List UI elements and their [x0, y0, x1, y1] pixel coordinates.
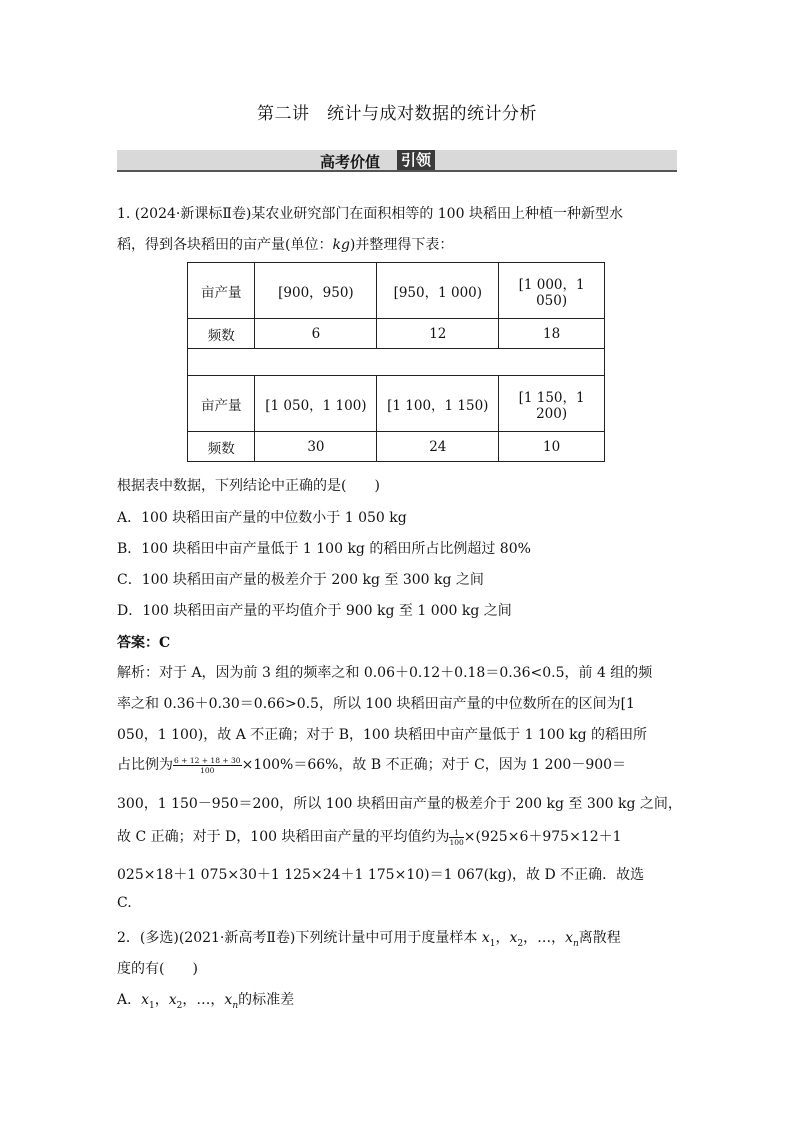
table-cell: 18	[499, 319, 605, 349]
section-banner	[117, 150, 677, 172]
q1-answer: 答案：C	[117, 635, 171, 651]
analysis-line-3: 050，1 100)，故 A 不正确；对于 B，100 块稻田中亩产量低于 1 100 kg 的稻田所	[117, 727, 648, 743]
table-cell-label: 频数	[188, 319, 255, 349]
table-cell: 30	[255, 432, 377, 462]
q2-line1: 2．(多选)(2021·新高考Ⅱ卷)下列统计量中可用于度量样本 $x_1$，$x_2$，…，$x_n$离散程	[117, 930, 621, 949]
table-cell: [1 000，1 050)	[499, 263, 605, 319]
fraction: $\frac{6 + 12 + 18 + 30}{100}$	[174, 755, 241, 775]
table-cell-label: 亩产量	[188, 263, 255, 319]
q1-option-c: C．100 块稻田亩产量的极差介于 200 kg 至 300 kg 之间	[117, 572, 484, 588]
banner-tag: 引领	[397, 150, 435, 170]
table-cell: [1 100，1 150)	[377, 376, 499, 432]
analysis-line-4: 占比例为 $\frac{6 + 12 + 18 + 30}{100}$ ×100%＝66%，故 B 不正确；对于 C，因为 1 200－900＝	[117, 755, 627, 775]
analysis-line-6: 故 C 正确；对于 D，100 块稻田亩产量的平均值约为 $\frac{1}{100}$ ×(925×6＋975×12＋1	[117, 827, 622, 847]
table-cell-label: 亩产量	[188, 376, 255, 432]
page-title: 第二讲 统计与成对数据的统计分析	[257, 104, 537, 124]
q1-stem: 根据表中数据，下列结论中正确的是( )	[117, 478, 380, 494]
analysis-line-2: 率之和 0.36＋0.30＝0.66>0.5，所以 100 块稻田亩产量的中位数所在的区间为[1	[117, 696, 635, 712]
table-cell: [900，950)	[255, 263, 377, 319]
table-cell: 10	[499, 432, 605, 462]
table-cell: [1 150，1 200)	[499, 376, 605, 432]
table-cell-label: 频数	[188, 432, 255, 462]
analysis-line-5: 300，1 150－950＝200，所以 100 块稻田亩产量的极差介于 200 kg 至 300 kg 之间，	[117, 796, 682, 812]
q1-line1: 1. (2024·新课标Ⅱ卷)某农业研究部门在面积相等的 100 块稻田上种植一种新型水	[117, 206, 623, 222]
analysis-line-7: 025×18＋1 075×30＋1 125×24＋1 175×10)＝1 067(kg)，故 D 不正确．故选	[117, 867, 645, 883]
fraction: $\frac{1}{100}$	[449, 827, 464, 847]
table-cell: [1 050，1 100)	[255, 376, 377, 432]
q2-line2: 度的有( )	[117, 961, 198, 977]
q1-option-b: B．100 块稻田中亩产量低于 1 100 kg 的稻田所占比例超过 80%	[117, 541, 531, 557]
table-cell: 24	[377, 432, 499, 462]
table-cell: 12	[377, 319, 499, 349]
analysis-line-8: C.	[117, 895, 132, 911]
table-cell: 6	[255, 319, 377, 349]
frequency-table	[187, 262, 605, 462]
table-spacer-row	[188, 349, 605, 376]
q2-option-a: A．$x_1$，$x_2$，…，$x_n$的标准差	[117, 992, 295, 1011]
analysis-line-1: 解析：对于 A，因为前 3 组的频率之和 0.06＋0.12＋0.18＝0.36<0.5，前 4 组的频	[117, 665, 653, 681]
table-cell: [950，1 000)	[377, 263, 499, 319]
q1-line2: 稻，得到各块稻田的亩产量(单位：kg)并整理得下表：	[117, 237, 454, 253]
banner-label: 高考价值	[320, 153, 381, 171]
q1-option-a: A．100 块稻田亩产量的中位数小于 1 050 kg	[117, 510, 407, 526]
q1-option-d: D．100 块稻田亩产量的平均值介于 900 kg 至 1 000 kg 之间	[117, 603, 512, 619]
